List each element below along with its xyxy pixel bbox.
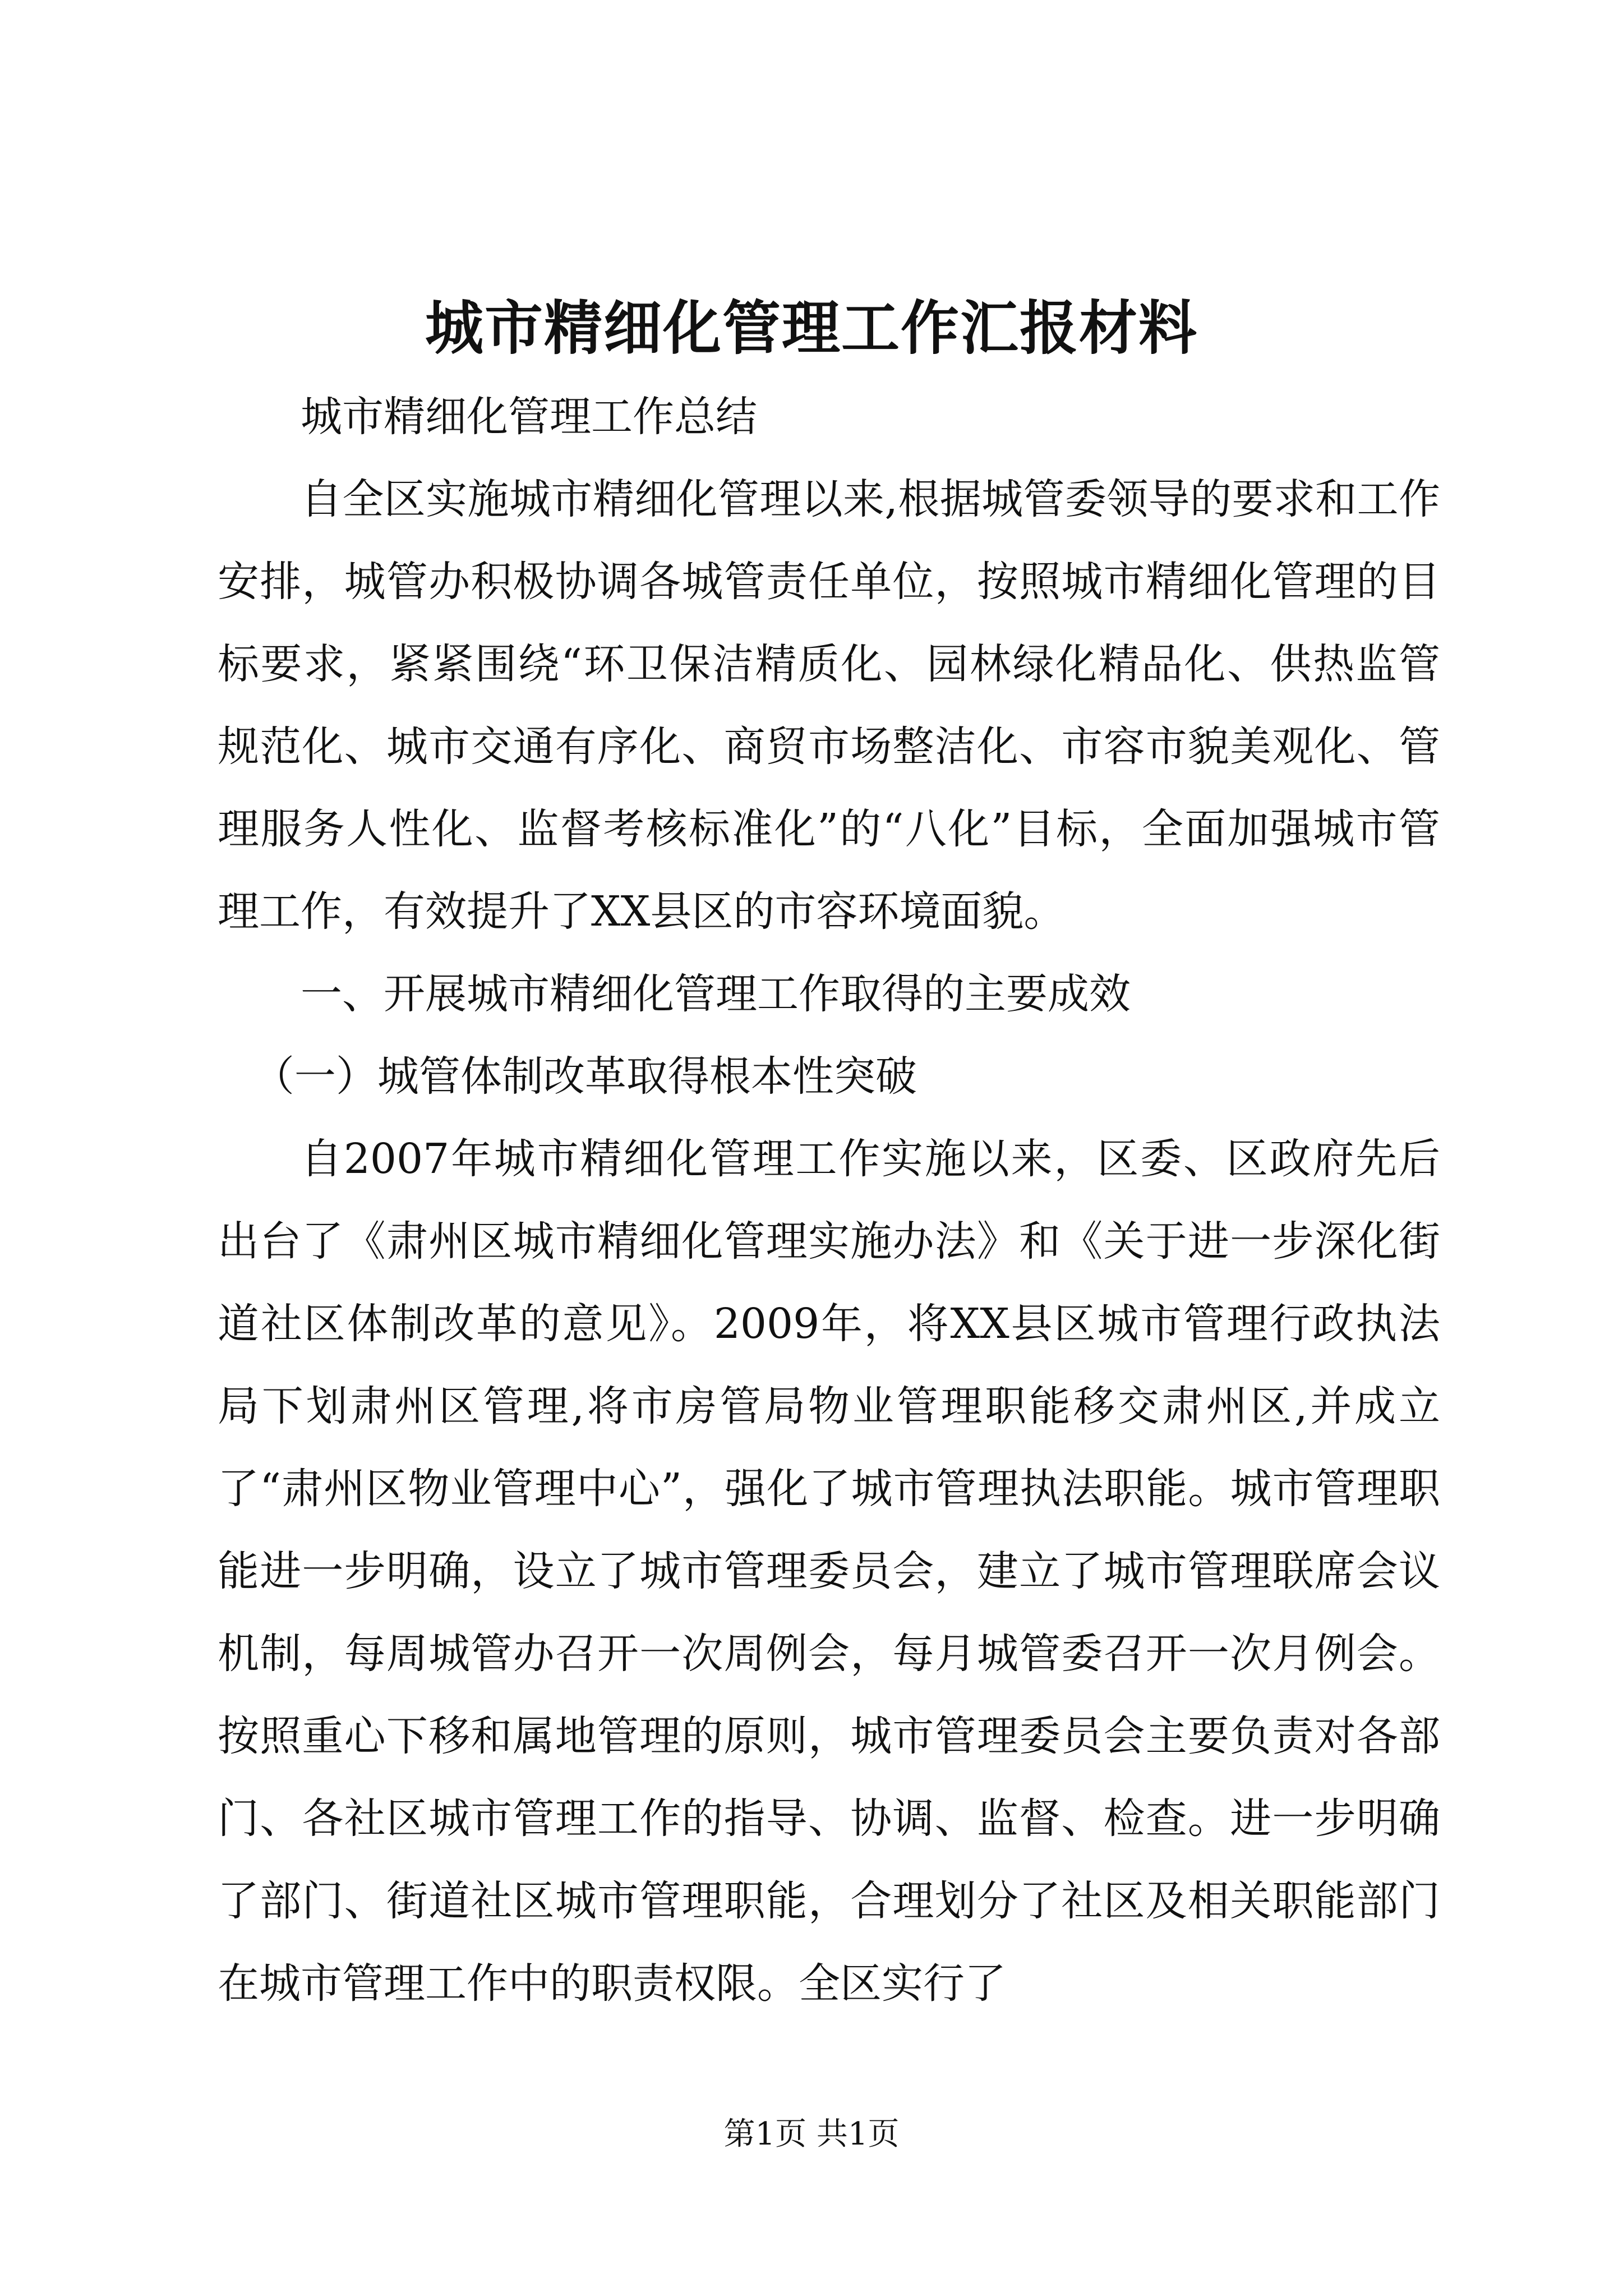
- document-title: 城市精细化管理工作汇报材料: [425, 293, 1198, 362]
- paragraph-subtitle: 城市精细化管理工作总结: [301, 393, 757, 441]
- paragraph-body: 自2007年城市精细化管理工作实施以来，区委、区政府先后出台了《肃州区城市精细化管理实施办法》和《关于进一步深化街道社区体制改革的意见》。2009年，将XX县区城市管理行政执法局下划肃州区管理,将市房管局物业管理职能移交肃州区,并成立了“肃州区物业管理中心”，强化了城市管理执法职能。城市管理职能进一步明确，设立了城市管理委员会，建立了城市管理联席会议机制，每周城管办召开一次周例会，每月城管委召开一次月例会。按照重心下移和属地管理的原则，城市管理委员会主要负责对各部门、各社区城市管理工作的指导、协调、监督、检查。进一步明确了部门、街道社区城市管理职能，合理划分了社区及相关职能部门在城市管理工作中的职责权限。全区实行了: [218, 1135, 1440, 2008]
- section-heading: 一、开展城市精细化管理工作取得的主要成效: [301, 970, 1131, 1018]
- page-footer: 第1页 共1页: [723, 2116, 900, 2152]
- subsection-heading: （一）城管体制改革取得根本性突破: [252, 1052, 917, 1101]
- paragraph-intro: 自全区实施城市精细化管理以来,根据城管委领导的要求和工作安排，城管办积极协调各城管责任单位，按照城市精细化管理的目标要求，紧紧围绕“环卫保洁精质化、园林绿化精品化、供热监管规范化、城市交通有序化、商贸市场整洁化、市容市貌美观化、管理服务人性化、监督考核标准化”的“八化”目标，全面加强城市管理工作，有效提升了XX县区的市容环境面貌。: [218, 475, 1440, 936]
- document-body: [218, 376, 1440, 2025]
